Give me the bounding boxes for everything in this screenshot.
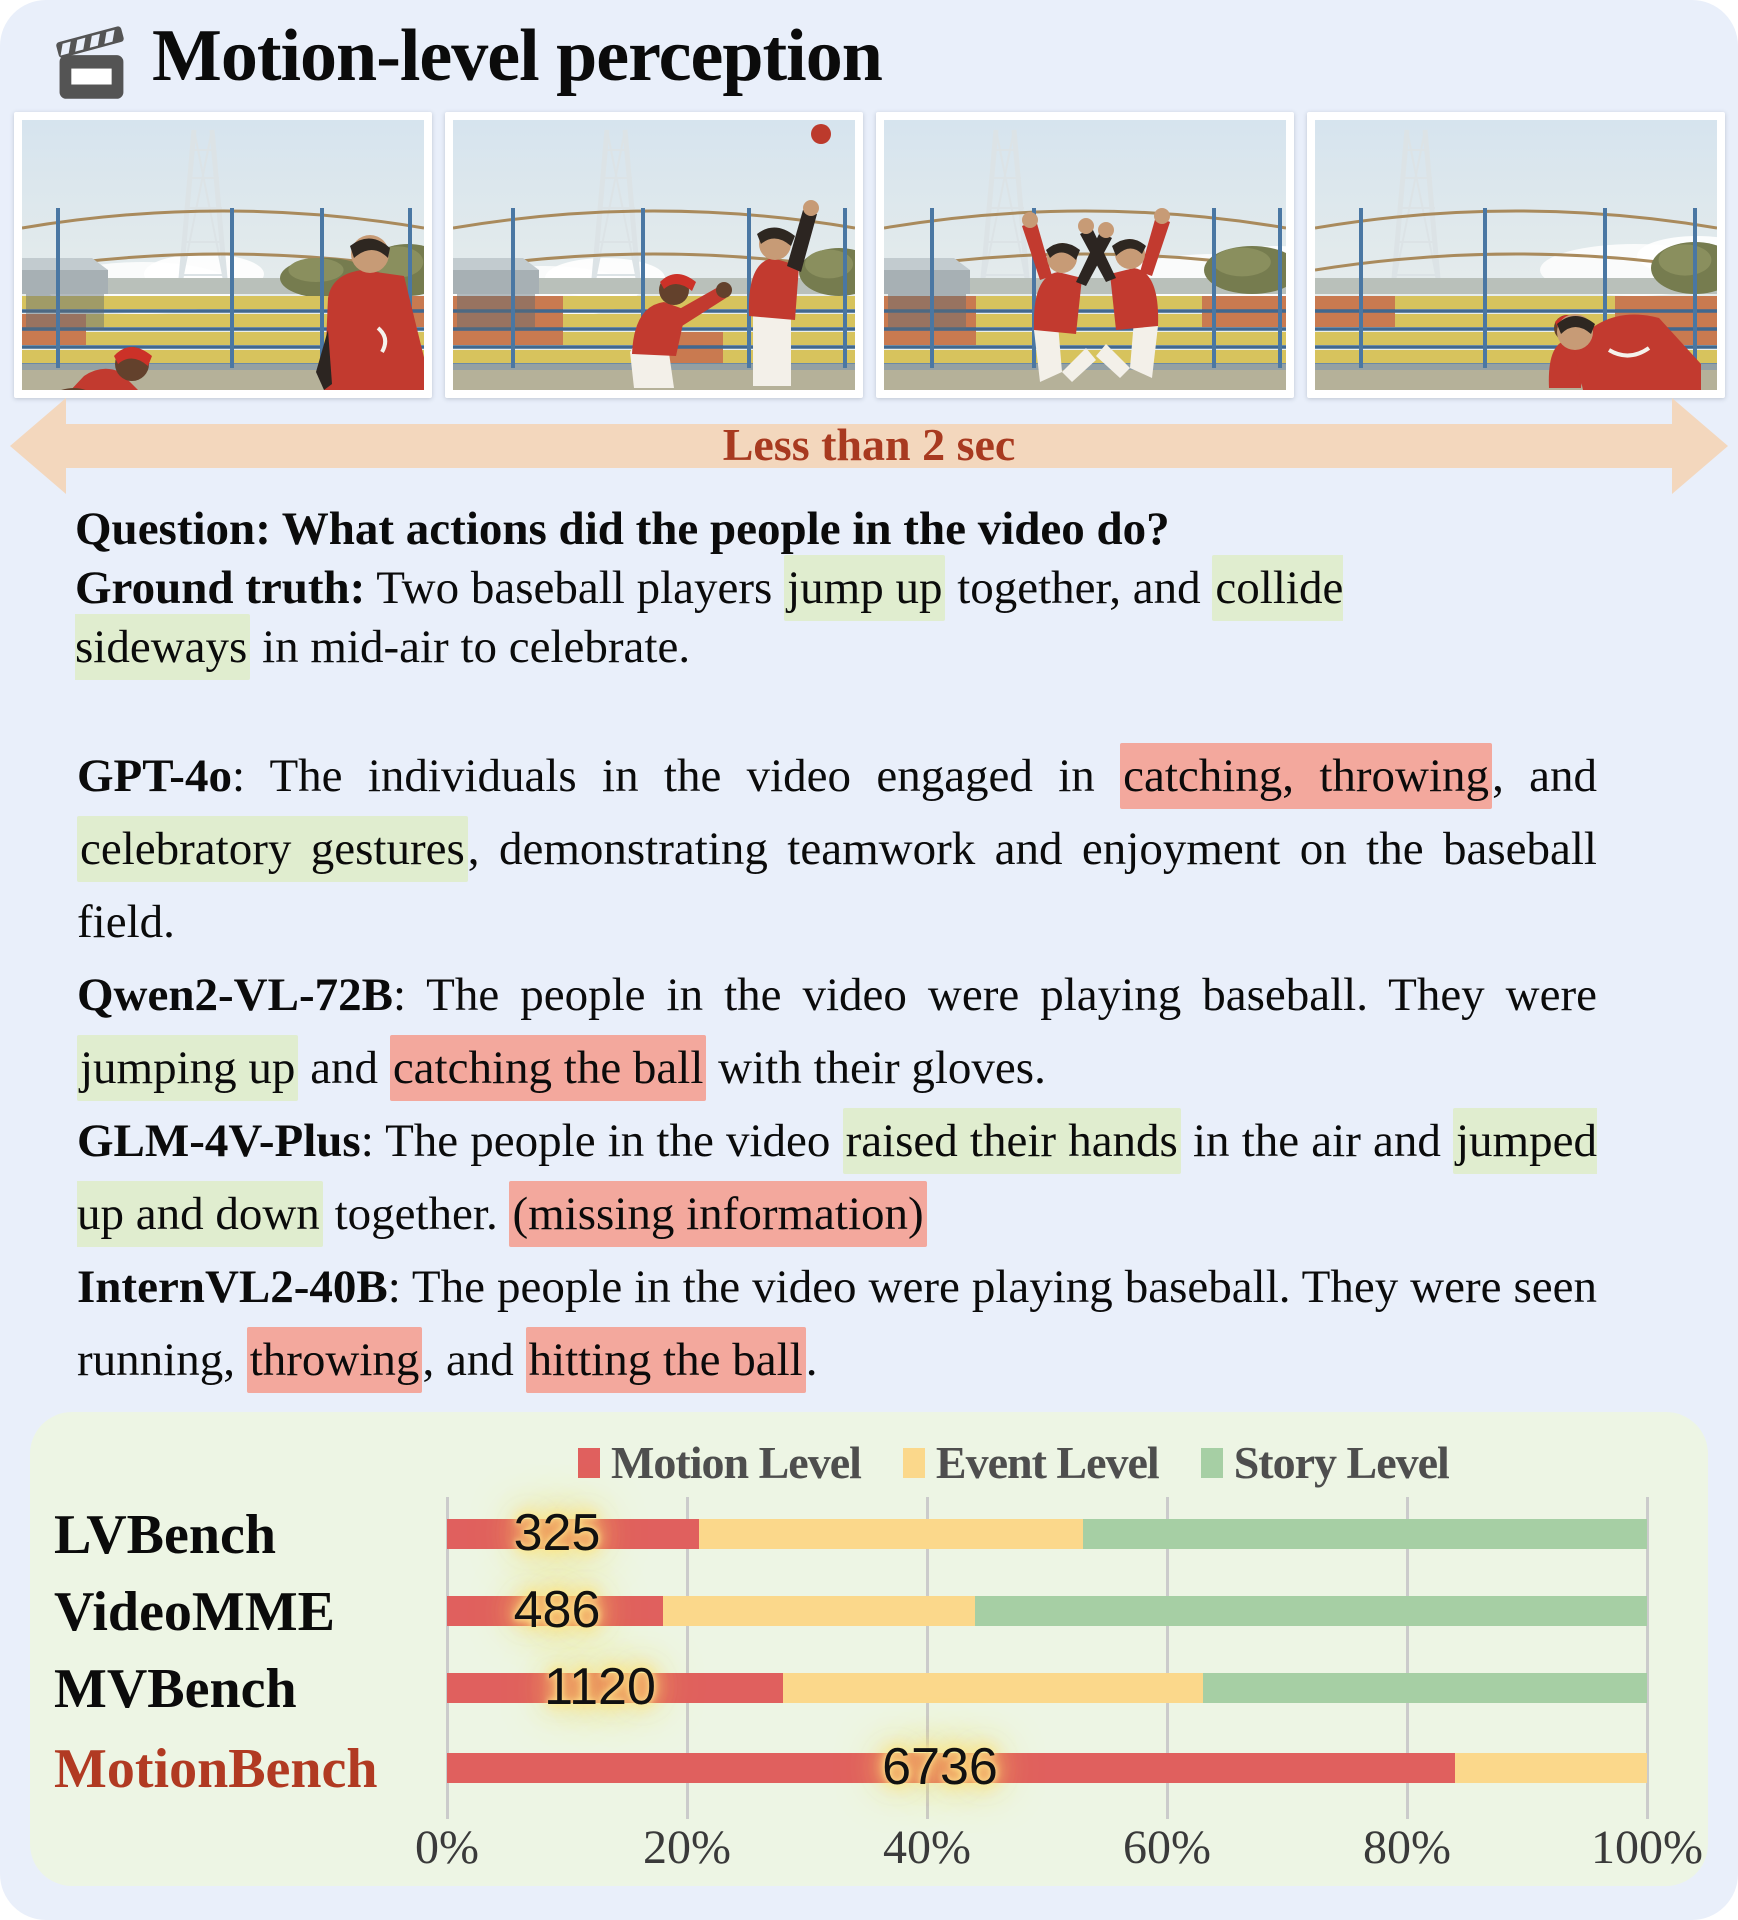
legend-label: Event Level	[935, 1437, 1159, 1488]
x-tick-label: 60%	[1123, 1821, 1211, 1874]
legend-swatch-icon	[903, 1448, 925, 1478]
x-tick-label: 100%	[1591, 1821, 1703, 1874]
text-segment: , and	[422, 1334, 526, 1386]
category-label-lvbench: LVBench	[54, 1504, 277, 1566]
text-segment: , demonstrating teamwork and enjoyment on the baseball field.	[77, 823, 1597, 948]
frame-scene	[884, 120, 1286, 390]
video-frame-3	[876, 112, 1294, 398]
category-label-videomme: VideoMME	[54, 1581, 335, 1643]
question-text: What actions did the people in the video do?	[270, 503, 1170, 555]
category-label-motionbench: MotionBench	[54, 1738, 378, 1800]
x-tick-label: 40%	[883, 1821, 971, 1874]
chart-legend	[578, 1436, 1449, 1489]
text-segment: : The individuals in the video engaged in	[231, 750, 1121, 802]
text-segment: together, and	[945, 562, 1213, 614]
question-label: Question:	[75, 503, 271, 555]
highlight-wrong: throwing	[247, 1327, 423, 1393]
highlight-wrong: (missing information)	[509, 1181, 926, 1247]
model-name: GLM-4V-Plus	[77, 1115, 361, 1167]
page-title: Motion-level perception	[152, 15, 882, 97]
model-response	[77, 959, 1597, 1105]
legend-label: Story Level	[1233, 1437, 1449, 1488]
highlight-correct: collide sideways	[75, 555, 1343, 680]
bar-count-label: 6736	[882, 1738, 998, 1796]
legend-item	[1201, 1436, 1449, 1489]
highlight-wrong: catching the ball	[390, 1035, 707, 1101]
model-response	[77, 740, 1597, 959]
video-frame-strip	[0, 112, 1738, 398]
ground-truth-label: Ground truth:	[75, 562, 366, 614]
text-segment: and	[298, 1042, 390, 1094]
bar-count-label: 325	[513, 1504, 601, 1562]
bar-segment-event-level	[663, 1596, 975, 1626]
model-name: Qwen2-VL-72B	[77, 969, 393, 1021]
model-response	[77, 1105, 1597, 1251]
x-tick-label: 0%	[415, 1821, 479, 1874]
frame-scene	[22, 120, 424, 390]
text-segment: , and	[1492, 750, 1597, 802]
highlight-correct: raised their hands	[843, 1108, 1181, 1174]
bar-count-label: 1120	[544, 1658, 656, 1716]
model-name: GPT-4o	[77, 750, 232, 802]
bar-segment-event-level	[699, 1519, 1083, 1549]
duration-label: Less than 2 sec	[722, 419, 1016, 470]
baseball	[811, 124, 831, 144]
highlight-correct: jumped up and down	[77, 1108, 1597, 1247]
legend-item	[578, 1436, 861, 1489]
highlight-correct: jump up	[784, 555, 945, 621]
bar-segment-event-level	[783, 1673, 1203, 1703]
bar-segment-story-level	[1083, 1519, 1647, 1549]
text-segment: .	[805, 1334, 818, 1386]
bar-segment-event-level	[1455, 1753, 1647, 1783]
text-segment: : The people in the video were playing baseball. They were	[392, 969, 1597, 1021]
text-segment: : The people in the video	[360, 1115, 843, 1167]
highlight-wrong: catching, throwing	[1120, 743, 1492, 809]
text-segment: Two baseball players	[365, 562, 785, 614]
text-segment: : The people in the video were playing baseball. They were seen running,	[77, 1261, 1597, 1386]
ground-truth-line	[75, 559, 1420, 677]
text-segment: in mid-air to celebrate.	[250, 621, 691, 673]
clapperboard-icon	[52, 18, 136, 104]
video-frame-2	[445, 112, 863, 398]
frame-scene	[453, 120, 855, 390]
question-block	[75, 500, 1420, 677]
video-frame-1	[14, 112, 432, 398]
highlight-correct: celebratory gestures	[77, 816, 468, 882]
text-segment: together.	[322, 1188, 510, 1240]
legend-swatch-icon	[1201, 1448, 1223, 1478]
category-label-mvbench: MVBench	[54, 1658, 297, 1720]
text-segment: with their gloves.	[706, 1042, 1046, 1094]
model-response	[77, 1251, 1597, 1397]
text-segment: in the air and	[1180, 1115, 1453, 1167]
bar-segment-story-level	[1203, 1673, 1647, 1703]
x-tick-label: 20%	[643, 1821, 731, 1874]
video-frame-4	[1307, 112, 1725, 398]
highlight-correct: jumping up	[77, 1035, 298, 1101]
legend-item	[903, 1436, 1159, 1489]
bar-count-label: 486	[513, 1581, 601, 1639]
legend-label: Motion Level	[611, 1437, 861, 1488]
question-line	[75, 500, 1420, 559]
bar-segment-story-level	[975, 1596, 1647, 1626]
legend-swatch-icon	[578, 1448, 600, 1478]
x-tick-label: 80%	[1363, 1821, 1451, 1874]
model-responses	[77, 740, 1597, 1397]
model-name: InternVL2-40B	[77, 1261, 388, 1313]
frame-scene	[1315, 120, 1717, 390]
chart-panel	[30, 1412, 1708, 1886]
highlight-wrong: hitting the ball	[526, 1327, 806, 1393]
